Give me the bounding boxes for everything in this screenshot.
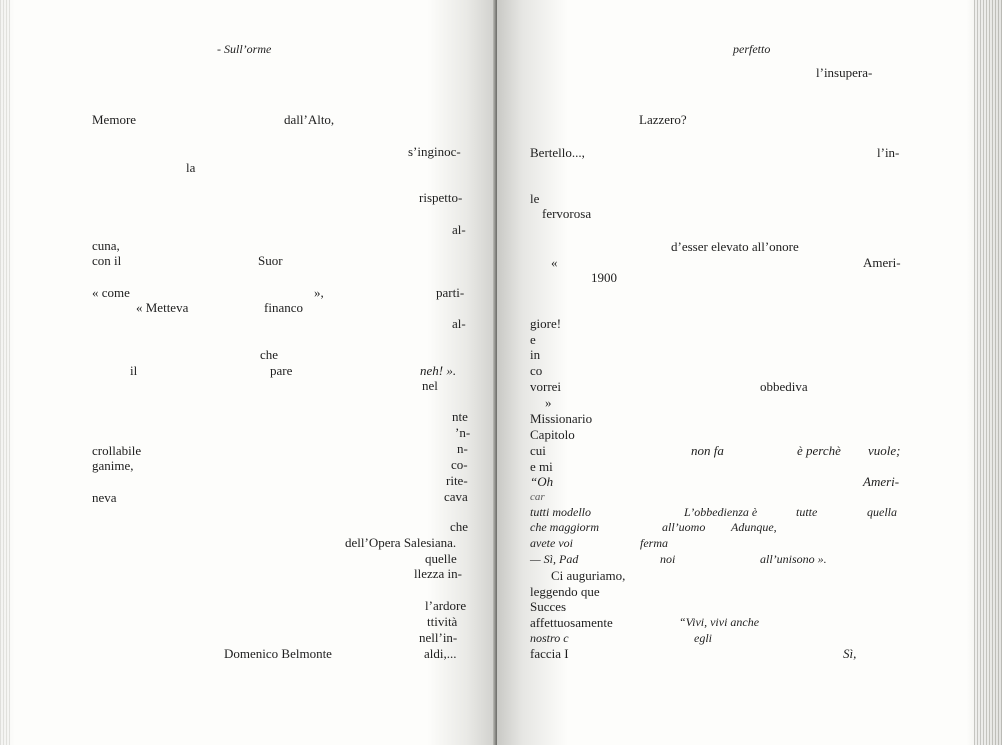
text-fragment: dall’Alto, bbox=[284, 112, 335, 127]
text-fragment: neva bbox=[92, 490, 117, 505]
text-fragment: nell’in- bbox=[419, 630, 458, 645]
text-fragment: neh! ». bbox=[420, 363, 457, 378]
text-fragment: all’unisono ». bbox=[760, 552, 827, 566]
text-fragment: l’insupera- bbox=[816, 65, 873, 80]
text-fragment: e bbox=[530, 332, 536, 347]
text-fragment: rispetto- bbox=[419, 190, 463, 205]
text-fragment: Missionario bbox=[530, 411, 593, 426]
text-fragment: “Vivi, vivi anche bbox=[679, 615, 760, 629]
text-fragment: « Metteva bbox=[136, 300, 189, 315]
text-fragment: « bbox=[551, 255, 558, 270]
text-fragment: cuna, bbox=[92, 238, 120, 253]
text-fragment: Lazzero? bbox=[639, 112, 687, 127]
text-fragment: cava bbox=[444, 489, 468, 504]
text-fragment: Sì, bbox=[843, 646, 857, 661]
text-fragment: co bbox=[530, 363, 543, 378]
text-fragment: aldi,... bbox=[424, 646, 457, 661]
text-fragment: fervorosa bbox=[542, 206, 592, 221]
text-fragment: l’in- bbox=[877, 145, 900, 160]
text-fragment: avete voi bbox=[530, 536, 573, 550]
text-fragment: giore! bbox=[530, 316, 562, 331]
text-fragment: quelle bbox=[425, 551, 457, 566]
text-fragment: vuole; bbox=[868, 443, 901, 458]
text-fragment: ’n- bbox=[455, 425, 471, 440]
text-fragment: Ci auguriamo, bbox=[551, 568, 626, 583]
text-fragment: « come bbox=[92, 285, 130, 300]
text-fragment: Memore bbox=[92, 112, 137, 127]
text-fragment: co- bbox=[451, 457, 468, 472]
text-fragment: ganime, bbox=[92, 458, 134, 473]
text-fragment: Adunque, bbox=[731, 520, 777, 534]
text-fragment: Suor bbox=[258, 253, 283, 268]
text-fragment: al- bbox=[452, 222, 466, 237]
text-fragment: Bertello..., bbox=[530, 145, 585, 160]
text-fragment: ferma bbox=[640, 536, 668, 550]
text-fragment: vorrei bbox=[530, 379, 562, 394]
text-fragment: rite- bbox=[446, 473, 468, 488]
text-fragment: », bbox=[314, 285, 324, 300]
text-fragment: Ameri- bbox=[863, 255, 901, 270]
right-page bbox=[497, 0, 1002, 745]
text-fragment: e mi bbox=[530, 459, 553, 474]
text-fragment: noi bbox=[660, 552, 676, 566]
text-fragment: nel bbox=[422, 378, 438, 393]
text-fragment: Succes bbox=[530, 599, 567, 614]
text-fragment: nostro c bbox=[530, 631, 569, 645]
text-fragment: obbediva bbox=[760, 379, 808, 394]
left-page-edge bbox=[0, 0, 10, 745]
text-fragment: il bbox=[130, 363, 138, 378]
text-fragment: pare bbox=[270, 363, 293, 378]
text-fragment: L’obbedienza è bbox=[684, 505, 758, 519]
text-fragment: con il bbox=[92, 253, 122, 268]
text-fragment: all’uomo bbox=[662, 520, 706, 534]
text-fragment: nte bbox=[452, 409, 468, 424]
text-fragment: in bbox=[530, 347, 541, 362]
text-fragment: dell’Opera Salesiana. bbox=[345, 535, 457, 550]
text-fragment: che bbox=[260, 347, 279, 362]
text-fragment: Ameri- bbox=[863, 474, 900, 489]
text-fragment: leggendo que bbox=[530, 584, 600, 599]
text-fragment: le bbox=[530, 191, 540, 206]
text-fragment: è perchè bbox=[797, 443, 841, 458]
text-fragment: parti- bbox=[436, 285, 465, 300]
text-fragment: che bbox=[450, 519, 469, 534]
text-fragment: n- bbox=[457, 441, 468, 456]
text-fragment: la bbox=[186, 160, 196, 175]
text-fragment: egli bbox=[694, 631, 712, 645]
text-fragment: affettuosamente bbox=[530, 615, 613, 630]
running-head: - Sull’orme bbox=[217, 42, 272, 56]
text-fragment: d’esser elevato all’onore bbox=[671, 239, 799, 254]
text-fragment: — Sì, Pad bbox=[530, 552, 579, 566]
text-fragment: che maggiorm bbox=[530, 520, 599, 534]
text-fragment: cui bbox=[530, 443, 546, 458]
running-head: perfetto bbox=[733, 42, 771, 56]
text-fragment: non fa bbox=[691, 443, 724, 458]
text-fragment: faccia I bbox=[530, 646, 569, 661]
text-fragment: ttività bbox=[427, 614, 458, 629]
text-fragment: s’inginoc- bbox=[408, 144, 461, 159]
text-fragment: 1900 bbox=[591, 270, 617, 285]
text-fragment: llezza in- bbox=[414, 566, 462, 581]
text-fragment: “Oh bbox=[530, 474, 554, 489]
text-fragment: quella bbox=[867, 505, 897, 519]
right-page-edge bbox=[974, 0, 1002, 745]
text-fragment: l’ardore bbox=[425, 598, 467, 613]
text-fragment: Capitolo bbox=[530, 427, 575, 442]
text-fragment: tutte bbox=[796, 505, 818, 519]
author-signature: Domenico Belmonte bbox=[224, 646, 332, 661]
text-fragment: » bbox=[545, 395, 552, 410]
text-fragment: al- bbox=[452, 316, 466, 331]
left-page bbox=[0, 0, 497, 745]
text-fragment: crollabile bbox=[92, 443, 142, 458]
text-fragment: tutti modello bbox=[530, 505, 591, 519]
text-fragment: financo bbox=[264, 300, 303, 315]
text-fragment: car bbox=[530, 491, 545, 503]
